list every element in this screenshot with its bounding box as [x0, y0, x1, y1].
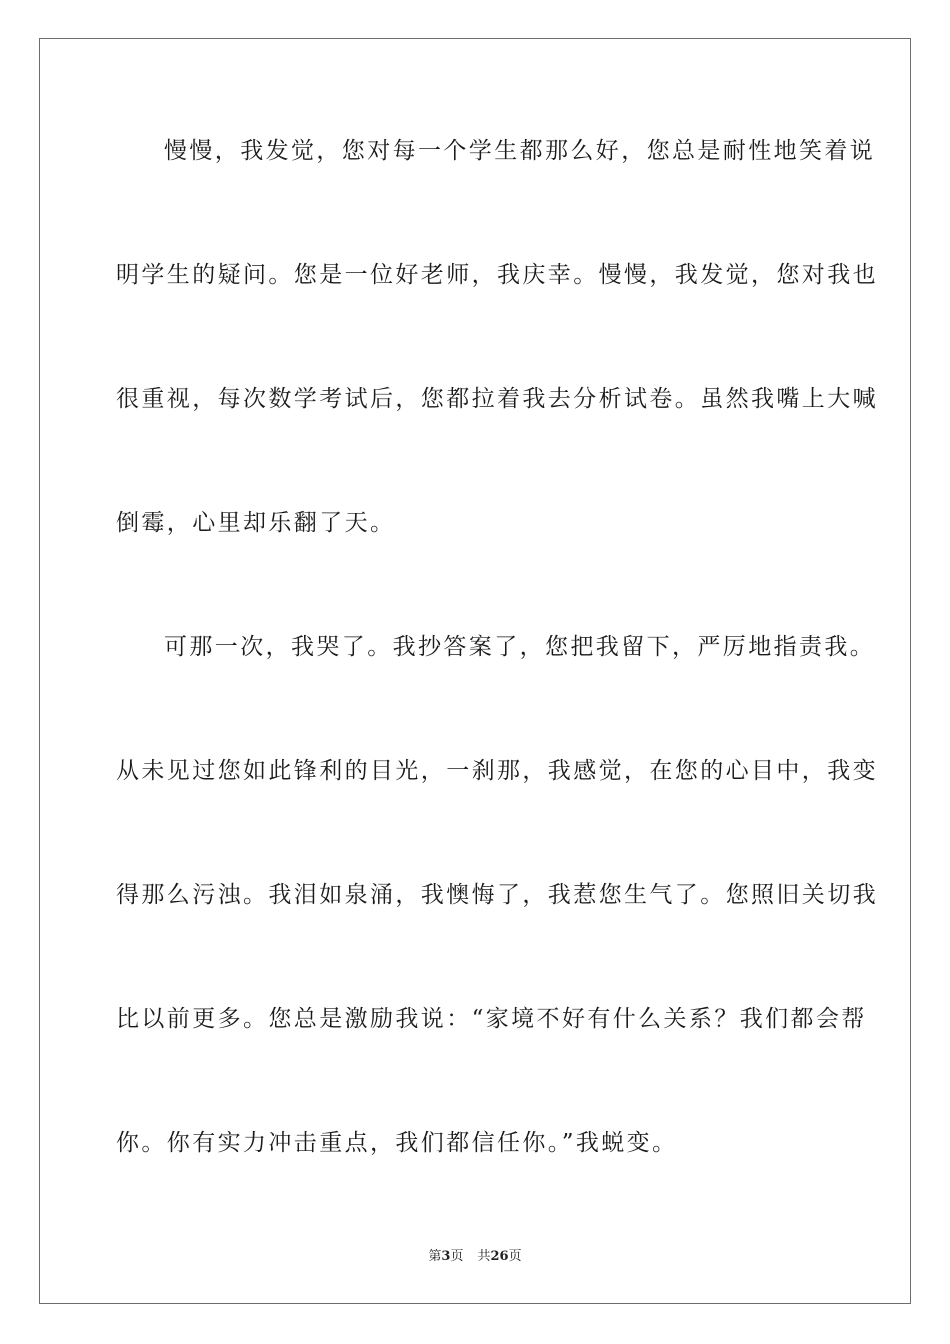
page-frame — [39, 38, 911, 1304]
total-pages: 26 — [490, 1249, 509, 1264]
paragraph-2-line-5: 你。你有实力冲击重点，我们都信任你。”我蜕变。 — [116, 1130, 678, 1156]
total-suffix: 页 — [508, 1249, 522, 1264]
page-prefix: 第 — [428, 1249, 442, 1264]
paragraph-2-line-2: 从未见过您如此锋利的目光，一刹那，我感觉，在您的心目中，我变 — [116, 758, 878, 784]
paragraph-2-line-4: 比以前更多。您总是激励我说：“家境不好有什么关系？我们都会帮 — [116, 1006, 867, 1032]
paragraph-2-line-3: 得那么污浊。我泪如泉涌，我懊悔了，我惹您生气了。您照旧关切我 — [116, 882, 878, 908]
page-number: 3 — [441, 1249, 451, 1264]
paragraph-1-line-3: 很重视，每次数学考试后，您都拉着我去分析试卷。虽然我嘴上大喊 — [116, 386, 878, 412]
paragraph-1-line-2: 明学生的疑问。您是一位好老师，我庆幸。慢慢，我发觉，您对我也 — [116, 262, 878, 288]
page-footer — [0, 1248, 950, 1266]
paragraph-1-line-4: 倒霉，心里却乐翻了天。 — [116, 510, 396, 536]
paragraph-1-line-1: 慢慢，我发觉，您对每一个学生都那么好，您总是耐性地笑着说 — [164, 138, 876, 164]
total-prefix: 共 — [477, 1249, 491, 1264]
paragraph-2-line-1: 可那一次，我哭了。我抄答案了，您把我留下，严厉地指责我。 — [164, 634, 876, 660]
page-suffix: 页 — [450, 1249, 464, 1264]
